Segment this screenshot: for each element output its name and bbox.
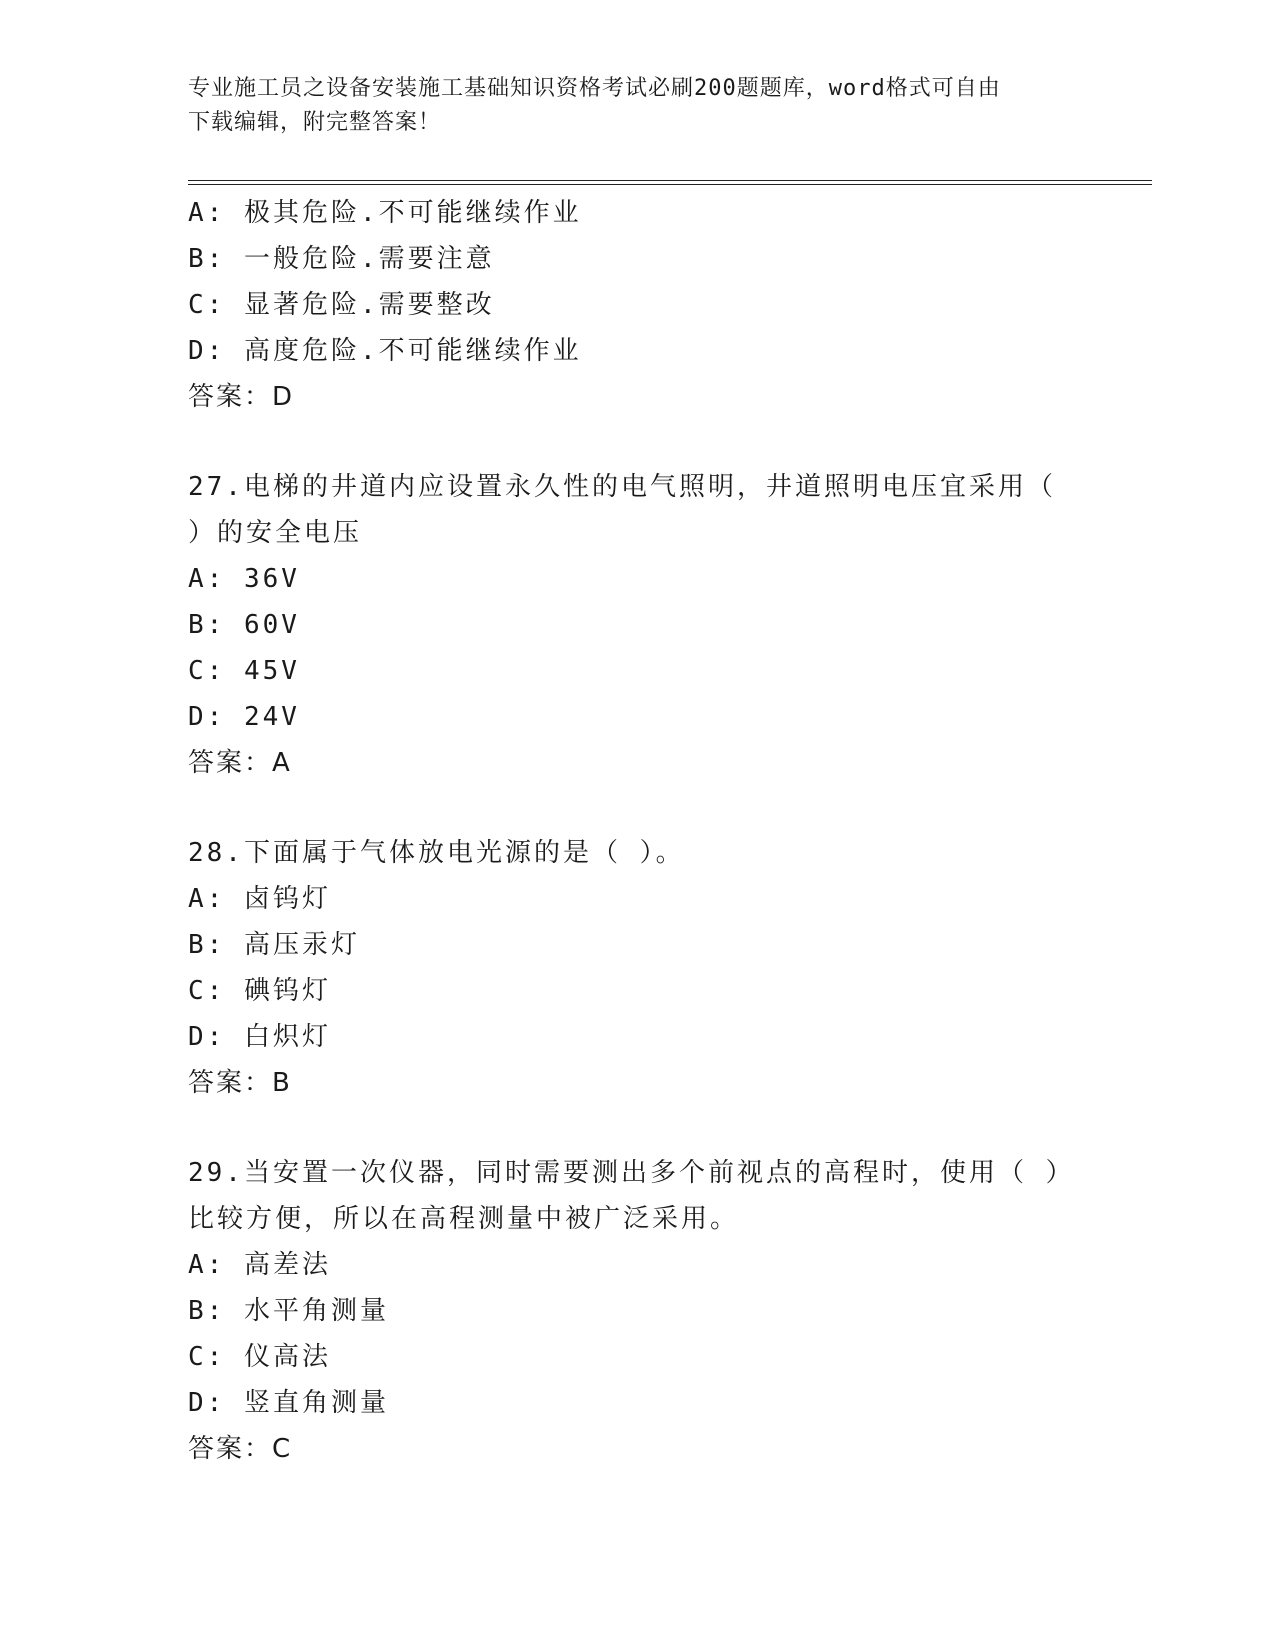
option-d: D: 竖直角测量 [188,1388,389,1418]
question-stem: ）的安全电压 [188,518,363,548]
question-26-continued [188,190,1108,420]
question-stem: 28.下面属于气体放电光源的是（ ）。 [188,838,685,868]
answer: 答案：C [188,1434,293,1464]
question-27 [188,464,1108,786]
option-b: B: 60V [188,610,300,640]
option-b: B: 水平角测量 [188,1296,389,1326]
option-d: D: 高度危险.不可能继续作业 [188,336,582,366]
question-list [188,190,1108,1472]
option-b: B: 一般危险.需要注意 [188,244,495,274]
option-a: A: 36V [188,564,300,594]
option-a: A: 卤钨灯 [188,884,331,914]
option-c: C: 显著危险.需要整改 [188,290,495,320]
header-divider [188,180,1152,185]
header-line-2: 下载编辑，附完整答案！ [188,110,442,135]
answer: 答案：B [188,1068,292,1098]
option-c: C: 仪高法 [188,1342,331,1372]
option-b: B: 高压汞灯 [188,930,360,960]
document-header [188,72,1088,140]
question-stem: 27.电梯的井道内应设置永久性的电气照明，井道照明电压宜采用（ [188,472,1056,502]
question-28 [188,830,1108,1106]
option-c: C: 45V [188,656,300,686]
header-line-1: 专业施工员之设备安装施工基础知识资格考试必刷200题题库，word格式可自由 [188,76,1001,101]
question-29 [188,1150,1108,1472]
option-d: D: 白炽灯 [188,1022,331,1052]
option-a: A: 高差法 [188,1250,331,1280]
question-stem: 比较方便，所以在高程测量中被广泛采用。 [188,1204,740,1234]
option-c: C: 碘钨灯 [188,976,331,1006]
answer: 答案：A [188,748,292,778]
option-d: D: 24V [188,702,300,732]
option-a: A: 极其危险.不可能继续作业 [188,198,582,228]
question-stem: 29.当安置一次仪器，同时需要测出多个前视点的高程时，使用（ ） [188,1158,1075,1188]
answer: 答案：D [188,382,295,412]
